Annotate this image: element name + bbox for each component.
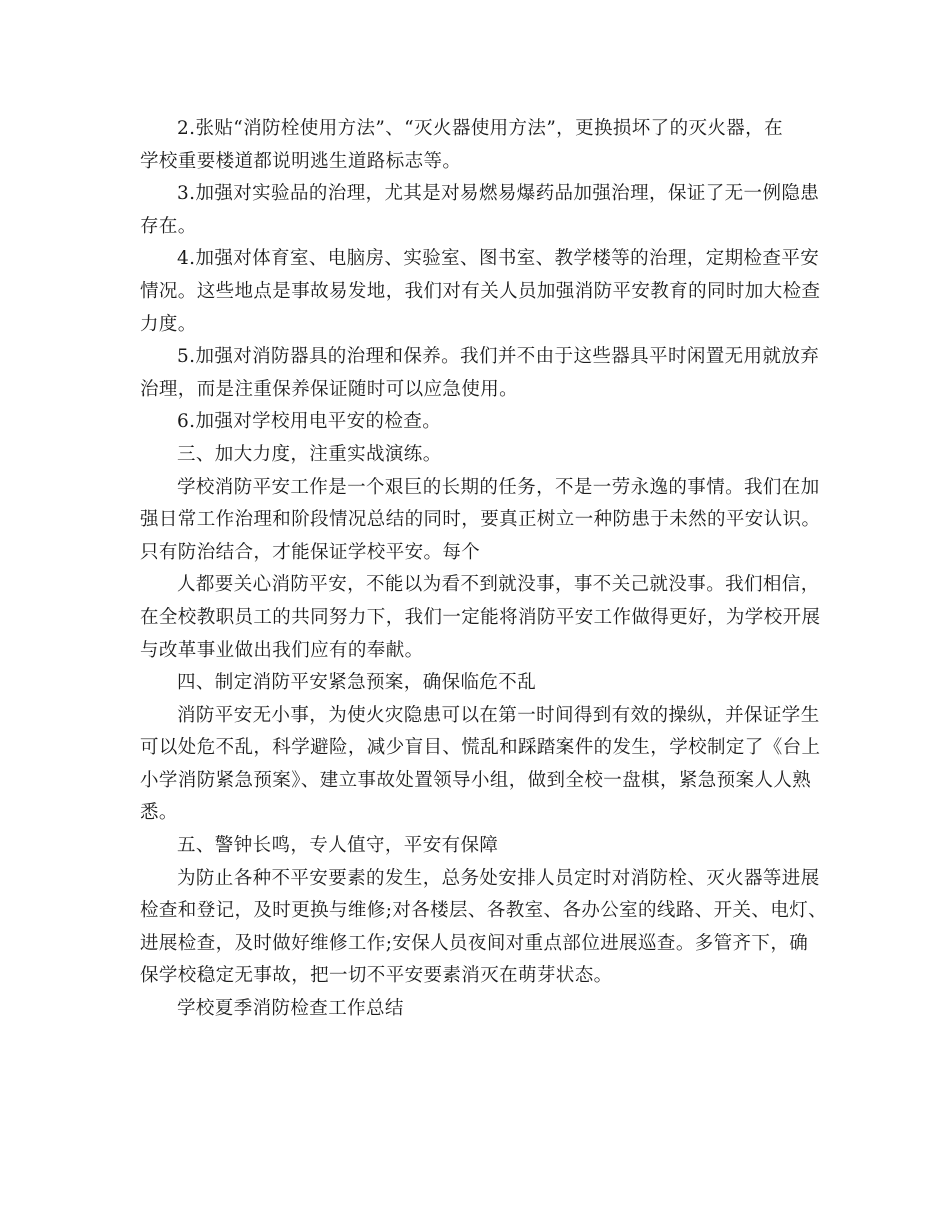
text-line: 小学消防紧急预案》、建立事故处置领导小组，做到全校一盘棋，紧急预案人人熟 <box>140 769 812 791</box>
text-line: 情况。这些地点是事故易发地，我们对有关人员加强消防平安教育的同时加大检查 <box>140 280 821 302</box>
text-line: 学校消防平安工作是一个艰巨的长期的任务，不是一劳永逸的事情。我们在加 <box>177 476 820 498</box>
text-line: 与改革事业做出我们应有的奉献。 <box>140 639 424 661</box>
text-line: 消防平安无小事，为使火灾隐患可以在第一时间得到有效的操纵，并保证学生 <box>177 704 820 726</box>
document-title-line: 学校夏季消防检查工作总结 <box>177 998 404 1020</box>
text-line: 2.张贴“消防栓使用方法”、“灭火器使用方法”，更换损坏了的灭火器，在 <box>177 118 783 139</box>
text-line: 悉。 <box>140 802 178 824</box>
section-heading: 五、警钟长鸣，专人值守，平安有保障 <box>177 835 499 857</box>
text-line: 强日常工作治理和阶段情况总结的同时，要真正树立一种防患于未然的平安认识。 <box>140 509 821 531</box>
text-line: 6.加强对学校用电平安的检查。 <box>177 411 442 433</box>
text-line: 5.加强对消防器具的治理和保养。我们并不由于这些器具平时闲置无用就放弃 <box>177 346 820 368</box>
text-line: 4.加强对体育室、电脑房、实验室、图书室、教学楼等的治理，定期检查平安 <box>177 248 820 270</box>
section-heading: 四、制定消防平安紧急预案，确保临危不乱 <box>177 672 537 694</box>
section-heading: 三、加大力度，注重实战演练。 <box>177 443 442 465</box>
text-line: 人都要关心消防平安，不能以为看不到就没事，事不关己就没事。我们相信， <box>177 574 820 596</box>
text-line: 为防止各种不平安要素的发生，总务处安排人员定时对消防栓、灭火器等进展 <box>177 867 820 889</box>
text-line: 只有防治结合，才能保证学校平安。每个 <box>140 541 481 563</box>
text-line: 力度。 <box>140 313 197 335</box>
text-line: 在全校教职员工的共同努力下，我们一定能将消防平安工作做得更好，为学校开展 <box>140 606 821 628</box>
text-line: 存在。 <box>140 215 197 237</box>
text-line: 3.加强对实验品的治理，尤其是对易燃易爆药品加强治理，保证了无一例隐患 <box>177 183 820 205</box>
text-line: 保学校稳定无事故，把一切不平安要素消灭在萌芽状态。 <box>140 965 613 987</box>
text-line: 可以处危不乱，科学避险，减少盲目、慌乱和踩踏案件的发生，学校制定了《台上 <box>140 737 821 759</box>
text-line: 进展检查，及时做好维修工作;安保人员夜间对重点部位进展巡查。多管齐下，确 <box>140 932 809 954</box>
text-line: 治理，而是注重保养保证随时可以应急使用。 <box>140 378 519 400</box>
text-line: 学校重要楼道都说明逃生道路标志等。 <box>140 150 462 172</box>
text-line: 检查和登记，及时更换与维修;对各楼层、各教室、各办公室的线路、开关、电灯、 <box>140 900 828 922</box>
document-body <box>140 113 828 1026</box>
